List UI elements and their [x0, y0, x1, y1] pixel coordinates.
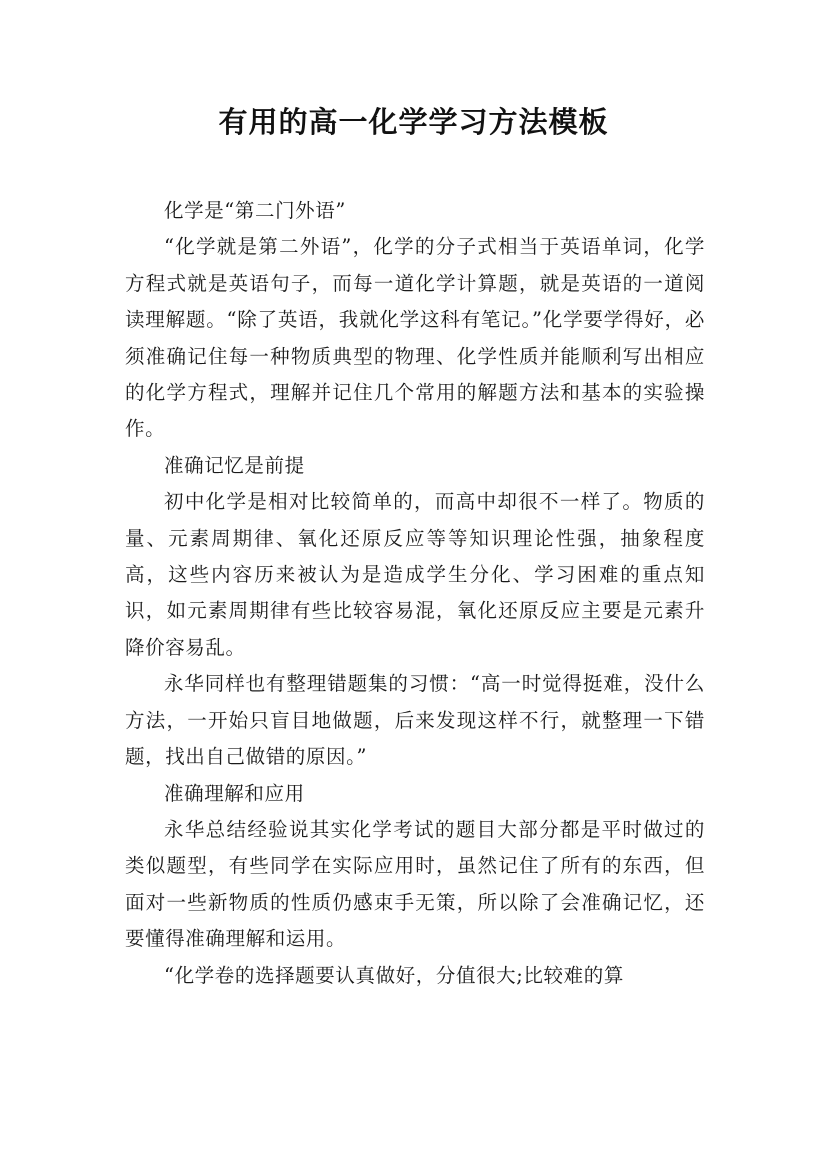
paragraph-error-notebook: 永华同样也有整理错题集的习惯：“高一时觉得挺难，没什么方法，一开始只盲目地做题，后来发现这样不行，就整理一下错题，找出自己做错的原因。”	[125, 672, 705, 769]
document-title: 有用的高一化学学习方法模板	[218, 105, 609, 139]
heading-accurate-memory: 准确记忆是前提	[164, 453, 305, 477]
paragraph-exam-experience: 永华总结经验说其实化学考试的题目大部分都是平时做过的类似题型，有些同学在实际应用时，虽然记住了所有的东西，但面对一些新物质的性质仍感束手无策，所以除了会准确记忆，还要懂得准确理解和运用。	[125, 817, 705, 951]
paragraph-chemistry-as-language: “化学就是第二外语”，化学的分子式相当于英语单词，化学方程式就是英语句子，而每一道化学计算题，就是英语的一道阅读理解题。“除了英语，我就化学这科有笔记。”化学要学得好，必须准确记住每一种物质典型的物理、化学性质并能顺利写出相应的化学方程式，理解并记住几个常用的解题方法和基本的实验操作。	[125, 235, 705, 441]
document-body	[125, 193, 705, 994]
heading-understanding-application: 准确理解和应用	[164, 781, 305, 805]
heading-second-foreign-language: 化学是“第二门外语”	[164, 199, 346, 222]
paragraph-multiple-choice: “化学卷的选择题要认真做好，分值很大;比较难的算	[164, 963, 624, 987]
paragraph-junior-vs-senior: 初中化学是相对比较简单的，而高中却很不一样了。物质的量、元素周期律、氧化还原反应等等知识理论性强，抽象程度高，这些内容历来被认为是造成学生分化、学习困难的重点知识，如元素周期律有些比较容易混，氧化还原反应主要是元素升降价容易乱。	[125, 490, 705, 659]
